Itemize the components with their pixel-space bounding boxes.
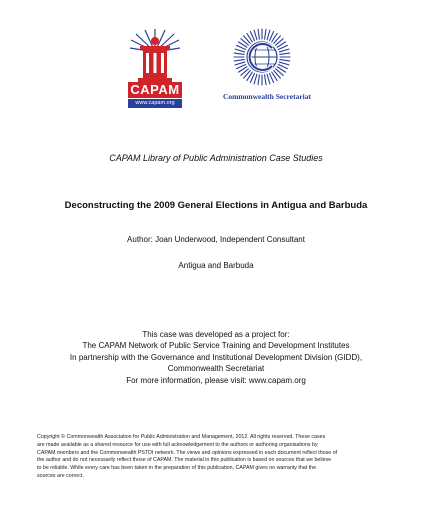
- project-line: This case was developed as a project for:: [142, 330, 290, 339]
- copyright-line: are made available as a shared resource for use with full acknowledgement to the authors or authoring organisations by: [37, 441, 318, 448]
- project-statement: [0, 329, 432, 386]
- country-line: Antigua and Barbuda: [178, 261, 254, 270]
- copyright-notice: [37, 434, 397, 481]
- copyright-line: CAPAM members and the Commonwealth PSTDI network. The views and opinions expressed in each document reflect those of: [37, 449, 338, 456]
- commonwealth-globe-icon: [232, 26, 292, 88]
- copyright-line: the author and do not necessarily reflect those of CAPAM. The material in this publication is based on sources that we believe: [37, 457, 332, 464]
- project-line: The CAPAM Network of Public Service Training and Development Institutes: [82, 341, 350, 351]
- capam-url-strip: www.capam.org: [128, 99, 182, 108]
- project-line: For more information, please visit: www.capam.org: [126, 375, 306, 385]
- author-line: Author: Joan Underwood, Independent Consultant: [127, 235, 305, 244]
- copyright-line: to be reliable. While every care has been taken in the preparation of this publication, CAPAM gives no warranty that the: [37, 465, 317, 472]
- capam-logo: [128, 28, 182, 112]
- commonwealth-caption: Commonwealth Secretariat: [223, 92, 311, 101]
- capam-wordmark: CAPAM: [128, 82, 182, 98]
- document-title: Deconstructing the 2009 General Elections in Antigua and Barbuda: [64, 200, 368, 211]
- series-name: CAPAM Library of Public Administration Case Studies: [109, 153, 323, 163]
- capam-emblem-icon: [128, 28, 182, 84]
- project-line: Commonwealth Secretariat: [167, 364, 265, 374]
- copyright-line: Copyright © Commonwealth Association for Public Administration and Management, 2012. All rights reserved. These cases: [37, 434, 326, 440]
- project-line: In partnership with the Governance and Institutional Development Division (GIDD),: [69, 352, 363, 362]
- copyright-line: sources are correct.: [37, 472, 84, 479]
